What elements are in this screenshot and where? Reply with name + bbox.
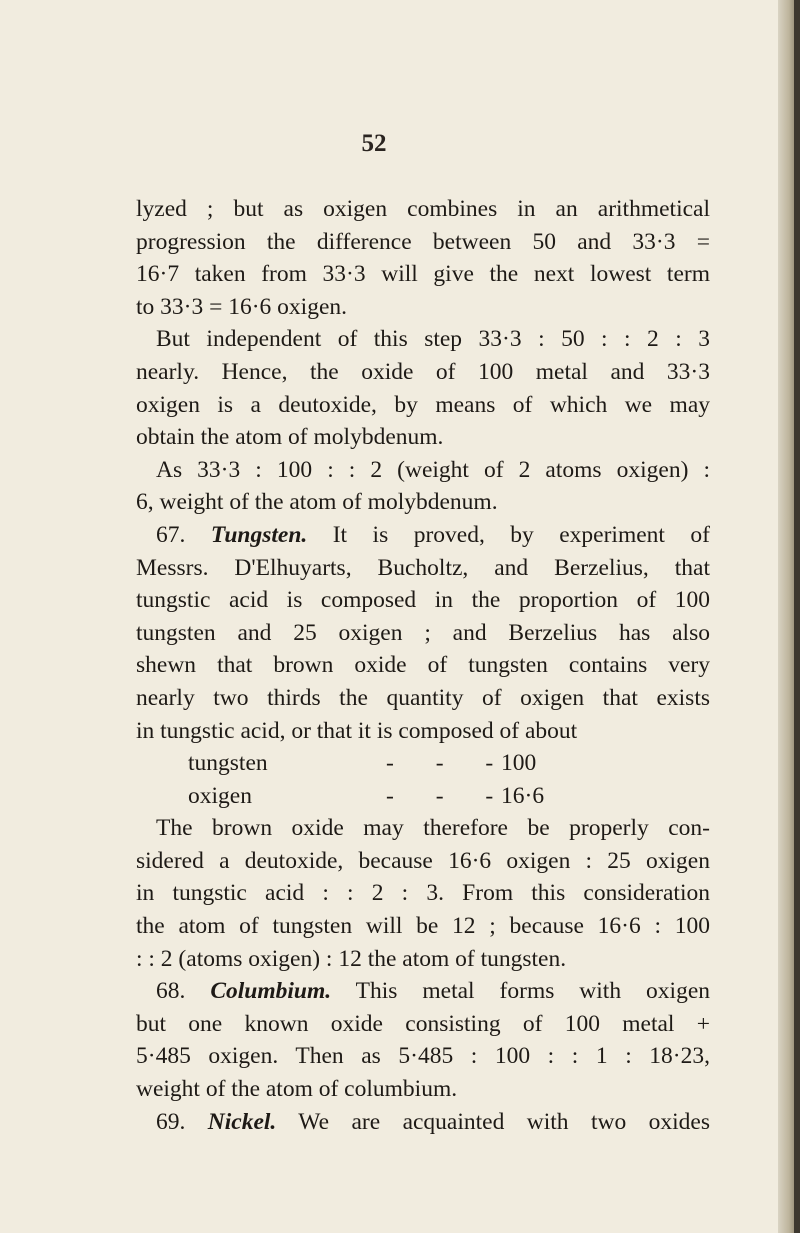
text-line: 16·7 taken from 33·3 will give the next lowest term — [136, 261, 710, 288]
leader-dashes: - - - — [386, 782, 512, 809]
text-line: As 33·3 : 100 : : 2 (weight of 2 atoms oxigen) : — [156, 456, 710, 483]
text-line: 5·485 oxigen. Then as 5·485 : 100 : : 1 : 18·23, — [136, 1043, 710, 1070]
section-heading-columbium — [136, 975, 710, 1008]
text-line: 6, weight of the atom of molybdenum. — [136, 489, 498, 516]
text-line: the atom of tungsten will be 12 ; because 16·6 : 100 — [136, 913, 710, 940]
text-line: shewn that brown oxide of tungsten contains very — [136, 652, 710, 679]
leader-dashes: - - - — [386, 750, 512, 777]
text-line: oxigen is a deutoxide, by means of which we may — [136, 391, 710, 418]
section-title: Nickel. — [207, 1108, 277, 1135]
text-line: : : 2 (atoms oxigen) : 12 the atom of tungsten. — [136, 945, 567, 972]
page-number: 52 — [361, 130, 387, 157]
text-line: But independent of this step 33·3 : 50 : : 2 : 3 — [156, 326, 710, 353]
text-line: Messrs. D'Elhuyarts, Bucholtz, and Berzelius, that — [136, 554, 710, 581]
text-line: lyzed ; but as oxigen combines in an arithmetical — [136, 196, 710, 222]
body-text — [136, 193, 710, 1138]
section-title: Columbium. — [210, 978, 332, 1005]
text-line: in tungstic acid, or that it is composed of about — [136, 717, 578, 744]
text-line: sidered a deutoxide, because 16·6 oxigen : 25 oxigen — [136, 847, 710, 874]
binding-shadow — [794, 0, 800, 1233]
section-heading-tungsten — [136, 519, 710, 552]
text-line: in tungstic acid : : 2 : 3. From this consideration — [136, 880, 710, 907]
section-heading-nickel — [136, 1106, 710, 1139]
section-text: This metal forms with oxigen — [331, 978, 710, 1005]
element-value: 16·6 — [501, 782, 545, 809]
element-value: 100 — [501, 750, 537, 777]
section-text: We are acquainted with two oxides — [276, 1108, 710, 1135]
text-line: tungsten and 25 oxigen ; and Berzelius has also — [136, 619, 710, 646]
text-line: The brown oxide may therefore be properly con- — [156, 815, 710, 842]
text-line: weight of the atom of columbium. — [136, 1076, 458, 1103]
text-line: nearly. Hence, the oxide of 100 metal and 33·3 — [136, 358, 710, 385]
text-line: tungstic acid is composed in the proportion of 100 — [136, 587, 710, 614]
section-text: It is proved, by experiment of — [307, 521, 710, 548]
section-number: 68. — [156, 978, 186, 1005]
table-row — [136, 747, 710, 780]
text-line: obtain the atom of molybdenum. — [136, 424, 444, 451]
section-title: Tungsten. — [210, 521, 308, 548]
text-line: but one known oxide consisting of 100 metal + — [136, 1010, 710, 1037]
section-number: 69. — [156, 1108, 186, 1135]
text-line: nearly two thirds the quantity of oxigen that exists — [136, 684, 710, 711]
text-line: progression the difference between 50 and 33·3 = — [136, 228, 710, 255]
element-name: tungsten — [188, 750, 268, 777]
section-number: 67. — [156, 521, 186, 548]
text-line: to 33·3 = 16·6 oxigen. — [136, 293, 348, 320]
table-row — [136, 780, 710, 813]
element-name: oxigen — [188, 782, 252, 809]
